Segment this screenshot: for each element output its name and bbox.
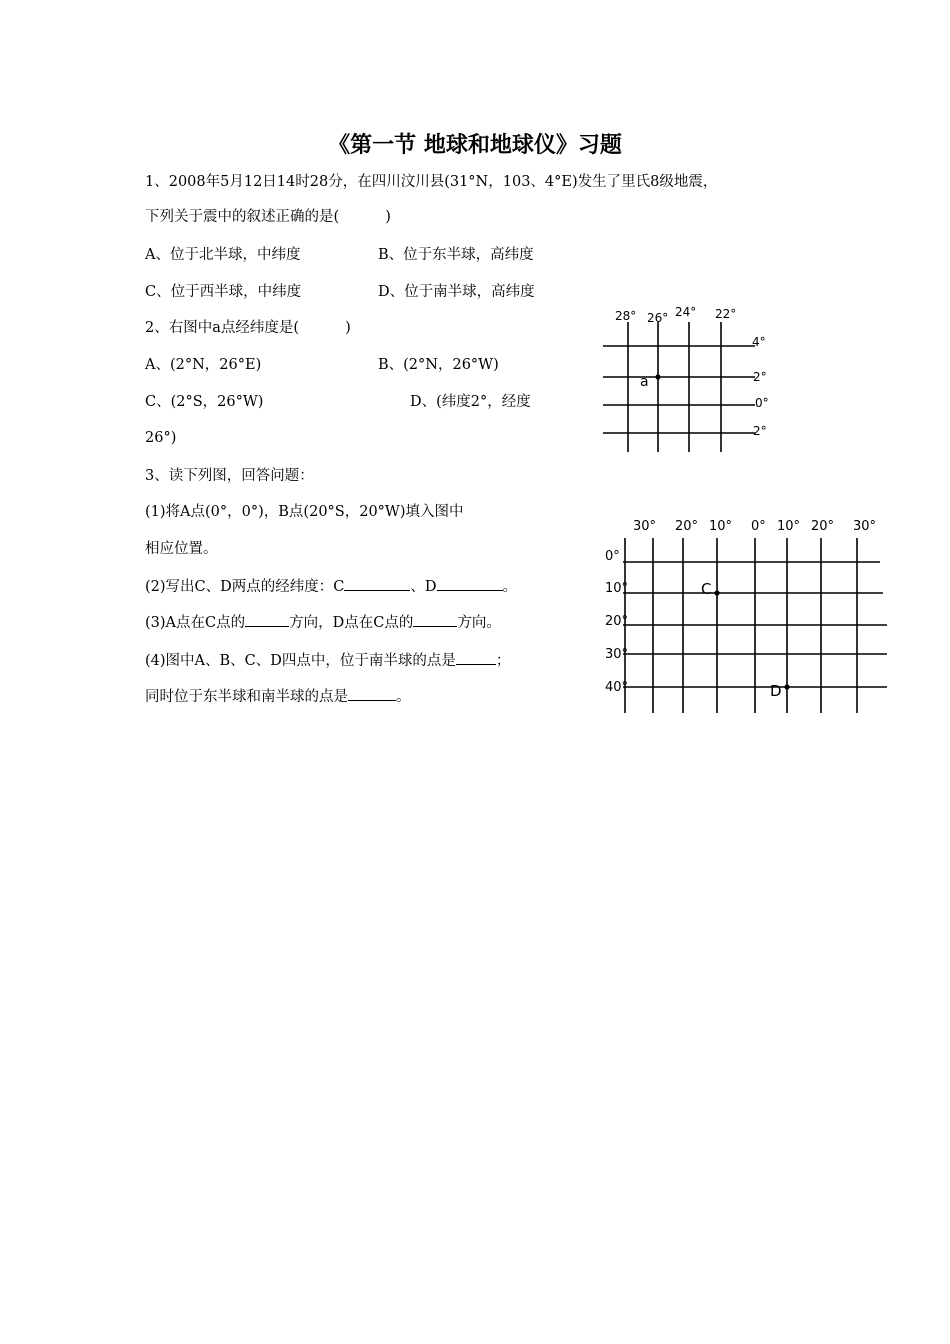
answer-blank-d[interactable] (437, 576, 503, 591)
grid2-lon-label: 20° (675, 519, 699, 534)
grid2-lat-label: 40° (605, 680, 629, 695)
q1-option-b: B、位于东半球，高纬度 (378, 247, 534, 263)
q2-option-d: D、(纬度2°，经度 (410, 394, 531, 410)
grid2-lat-label: 20° (605, 614, 629, 629)
q1-stem-line1: 1、2008年5月12日14时28分，在四川汶川县(31°N，103、4°E)发生了里氏8级地震， (145, 174, 718, 190)
grid2-lon-label: 20° (811, 519, 835, 534)
q1-stem-line2: 下列关于震中的叙述正确的是( ) (145, 209, 391, 225)
page-title: 《第一节 地球和地球仪》习题 (328, 133, 622, 158)
q2-option-b: B、(2°N，26°W) (378, 357, 499, 373)
q3-part2-text: (2)写出C、D两点的经纬度：C (145, 579, 345, 595)
grid2-lon-label: 10° (777, 519, 801, 534)
grid2-lon-label: 0° (751, 519, 766, 534)
grid2-lon-label: 30° (633, 519, 657, 534)
grid1-lat-label: 2° (753, 424, 767, 438)
q3-part4-line2 (145, 686, 411, 707)
answer-blank-southern[interactable] (456, 650, 496, 665)
grid1-lon-label: 22° (715, 307, 737, 321)
q3-part4-text: (4)图中A、B、C、D四点中，位于南半球的点是 (145, 653, 456, 669)
q2-option-a: A、(2°N，26°E) (145, 357, 262, 373)
q3-part2-separator: 、D (410, 579, 437, 595)
grid2-lat-label: 30° (605, 647, 629, 662)
q3-part1-line2: 相应位置。 (145, 541, 218, 557)
grid2-point-d (784, 684, 789, 689)
grid2-lon-label: 10° (709, 519, 733, 534)
grid1-lat-label: 2° (753, 370, 767, 384)
grid1-lon-label: 26° (647, 311, 669, 325)
q3-part4-text2: 同时位于东半球和南半球的点是 (145, 689, 348, 705)
q2-stem: 2、右图中a点经纬度是( ) (145, 320, 351, 336)
answer-blank-east-south[interactable] (348, 686, 396, 701)
grid1-lat-label: 0° (755, 396, 769, 410)
grid2-point-c-label: C (701, 580, 712, 598)
q2-option-d-continued: 26°) (145, 430, 177, 446)
q3-part3-text-c: 方向。 (457, 615, 501, 631)
grid-figure-2 (595, 510, 905, 720)
grid2-lat-label: 10° (605, 581, 629, 596)
q3-part4-end2: 。 (396, 689, 411, 705)
q1-option-d: D、位于南半球，高纬度 (378, 284, 535, 300)
grid1-lat-label: 4° (752, 335, 766, 349)
q3-part3 (145, 612, 501, 633)
grid2-point-c (714, 590, 719, 595)
q3-part2-end: 。 (502, 579, 517, 595)
grid1-point-a (655, 374, 660, 379)
grid1-lon-label: 24° (675, 305, 697, 319)
q1-option-c: C、位于西半球，中纬度 (145, 284, 302, 300)
grid2-lon-label: 30° (853, 519, 877, 534)
q1-option-a: A、位于北半球，中纬度 (145, 247, 301, 263)
q3-part3-text-a: (3)A点在C点的 (145, 615, 246, 631)
answer-blank-c[interactable] (344, 576, 410, 591)
q3-part4-end1: ； (495, 653, 511, 669)
answer-blank-direction-1[interactable] (245, 612, 289, 627)
grid1-point-a-label: a (640, 374, 649, 390)
grid1-lon-label: 28° (615, 309, 637, 323)
q3-stem: 3、读下列图，回答问题： (145, 468, 314, 484)
grid-figure-1 (595, 300, 775, 460)
q2-option-c: C、(2°S，26°W) (145, 394, 264, 410)
q3-part1-line1: (1)将A点(0°，0°)，B点(20°S，20°W)填入图中 (145, 504, 464, 520)
answer-blank-direction-2[interactable] (413, 612, 457, 627)
q3-part2 (145, 576, 517, 597)
q3-part3-text-b: 方向，D点在C点的 (289, 615, 414, 631)
grid2-point-d-label: D (770, 682, 782, 700)
grid2-lat-label: 0° (605, 549, 620, 564)
q3-part4-line1 (145, 650, 510, 671)
